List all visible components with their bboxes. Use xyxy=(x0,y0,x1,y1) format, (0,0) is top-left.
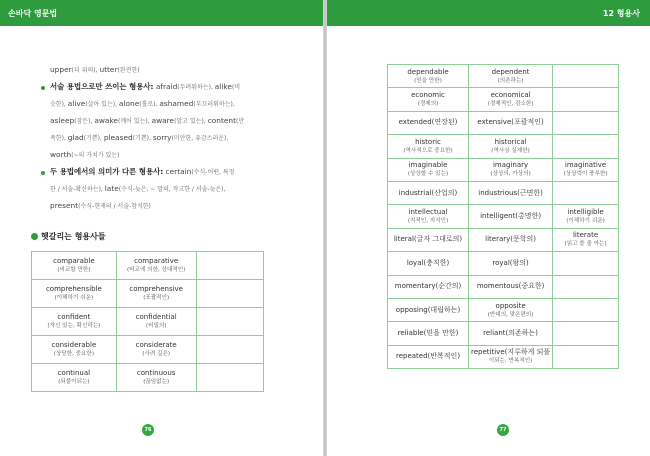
table-cell xyxy=(469,205,553,228)
adjective-word: comparative xyxy=(134,257,179,265)
adjective-word: momentous(중요한) xyxy=(476,282,545,291)
adjective-word: confidential xyxy=(135,313,177,321)
adjective-word: reliant(의존하는) xyxy=(483,328,539,337)
word: upper xyxy=(50,65,72,74)
table-row xyxy=(388,345,619,368)
table-row xyxy=(388,205,619,228)
running-header-left: 손바닥 영문법 xyxy=(0,0,323,26)
text-line xyxy=(50,150,120,161)
table-row xyxy=(388,65,619,88)
word: glad xyxy=(67,133,84,142)
adjective-meaning: (이해하기 쉬운) xyxy=(54,295,94,301)
confusing-adjectives-table-left xyxy=(31,251,264,392)
table-cell xyxy=(32,308,117,336)
word: late xyxy=(104,184,119,193)
adjective-meaning: (상상의, 가상의) xyxy=(490,171,531,178)
text-line xyxy=(50,116,244,127)
adjective-word: intelligible xyxy=(567,208,604,217)
adjective-word: economical xyxy=(490,91,531,100)
table-cell xyxy=(469,345,553,368)
adjective-meaning: (끊임없는) xyxy=(143,379,170,385)
word: awake xyxy=(94,116,118,125)
word: content xyxy=(207,116,236,125)
meaning: (살아 있는), xyxy=(85,101,119,108)
table-cell xyxy=(469,298,553,321)
meaning: (알고 있는), xyxy=(174,118,208,125)
section-dot-icon xyxy=(31,233,38,240)
adjective-meaning: (자신 있는, 확신하는) xyxy=(47,323,101,329)
text-line xyxy=(50,133,228,144)
table-cell xyxy=(553,252,619,275)
table-cell xyxy=(388,158,469,181)
table-cell xyxy=(553,88,619,111)
adjective-word: economic xyxy=(411,91,445,100)
table-cell xyxy=(388,252,469,275)
adjective-word: comparable xyxy=(53,257,95,265)
adjective-meaning: (비밀의) xyxy=(145,323,167,329)
adjective-word: historical xyxy=(494,137,527,146)
page-number-left: 76 xyxy=(142,424,154,436)
table-cell xyxy=(469,111,553,134)
adjective-word: imaginative xyxy=(564,161,607,170)
adjective-meaning: (상당한, 중요한) xyxy=(53,351,95,357)
table-cell xyxy=(553,158,619,181)
word: worth xyxy=(50,150,72,159)
adjective-meaning: (상상할 수 있는) xyxy=(407,171,449,178)
table-cell xyxy=(388,322,469,345)
table-cell xyxy=(196,252,263,280)
table-row xyxy=(388,298,619,321)
meaning: (수식-늦은, ~ 말의, 작고한 / 서술-늦은), xyxy=(118,186,226,193)
adjective-meaning: (반대의, 맞은편의) xyxy=(487,311,534,318)
word: asleep xyxy=(50,116,75,125)
word: pleased xyxy=(103,133,133,142)
meaning: (더 위의), xyxy=(71,67,100,74)
meaning: (홀로), xyxy=(139,101,160,108)
adjective-meaning: (비교할 만한) xyxy=(57,267,91,273)
adjective-meaning: (포괄적인) xyxy=(143,295,170,301)
bullet-icon xyxy=(41,171,45,175)
table-cell xyxy=(388,275,469,298)
adjective-word: considerate xyxy=(135,341,177,349)
adjective-word: considerable xyxy=(51,341,97,349)
adjective-meaning: (비교에 의한, 상대적인) xyxy=(127,267,186,273)
table-row xyxy=(388,275,619,298)
table-row xyxy=(388,252,619,275)
table-row xyxy=(388,135,619,158)
table-cell xyxy=(388,88,469,111)
table-cell xyxy=(388,135,469,158)
table-cell xyxy=(116,308,196,336)
table-cell xyxy=(553,228,619,251)
word: present xyxy=(50,201,79,210)
meaning: 한 / 서술-확신하는), xyxy=(50,186,105,193)
adjective-meaning: (상상력이 풍부한) xyxy=(563,171,608,178)
table-cell xyxy=(553,135,619,158)
adjective-meaning: (경제적인, 검소한) xyxy=(487,101,534,108)
table-cell xyxy=(469,322,553,345)
table-row xyxy=(32,308,264,336)
word: certain xyxy=(163,167,192,176)
meaning: (부끄러워하는), xyxy=(193,101,235,108)
table-cell xyxy=(553,275,619,298)
adjective-word: literate xyxy=(572,231,599,240)
adjective-word: intellectual xyxy=(408,208,448,217)
table-cell xyxy=(32,336,117,364)
adjective-meaning: (사려 깊은) xyxy=(142,351,171,357)
table-cell xyxy=(553,205,619,228)
table-cell xyxy=(388,228,469,251)
adjective-word: intelligent(총명한) xyxy=(480,212,542,221)
table-row xyxy=(32,280,264,308)
section-title-text: 헷갈리는 형용사들 xyxy=(41,232,106,241)
table-cell xyxy=(553,181,619,204)
table-cell xyxy=(388,111,469,134)
page-gutter xyxy=(323,0,327,456)
meaning: 족한), xyxy=(50,135,68,142)
meaning: (두려워하는), xyxy=(177,84,215,91)
adjective-word: dependent xyxy=(491,67,530,76)
table-row xyxy=(388,322,619,345)
adjective-word: repetitive(지루하게 되풀 xyxy=(471,348,551,357)
adjective-word: extended(연장된) xyxy=(398,118,458,127)
text-line xyxy=(50,167,234,178)
text-line xyxy=(50,184,225,195)
table-cell xyxy=(469,181,553,204)
adjective-word: historic xyxy=(415,137,441,146)
adjective-word: literary(문학의) xyxy=(485,235,537,244)
adjective-meaning: (역사상 실재한) xyxy=(491,147,530,154)
text-line xyxy=(50,99,235,110)
table-row xyxy=(388,158,619,181)
word: alive xyxy=(67,99,86,108)
adjective-word: continual xyxy=(57,369,91,377)
meaning: (잠든), xyxy=(74,118,95,125)
adjective-word: momentary(순간의) xyxy=(394,282,462,291)
table-cell xyxy=(196,280,263,308)
meaning: (비 xyxy=(231,84,241,91)
confusing-adjectives-table-right xyxy=(387,64,619,369)
meaning: (~의 가치가 있는) xyxy=(71,152,120,159)
adjective-meaning: (경제의) xyxy=(417,101,439,108)
bullet-heading: 서술 용법으로만 쓰이는 형용사: xyxy=(50,82,154,91)
table-row xyxy=(32,336,264,364)
adjective-word: extensive(포괄적인) xyxy=(477,118,544,127)
adjective-meaning: (되풀이되는) xyxy=(58,379,90,385)
table-row xyxy=(32,252,264,280)
table-cell xyxy=(116,280,196,308)
table-cell xyxy=(553,345,619,368)
meaning: (기쁜), xyxy=(83,135,104,142)
adjective-meaning: (읽고 쓸 줄 아는) xyxy=(564,241,607,248)
adjective-meaning: (역사적으로 중요한) xyxy=(403,147,453,154)
table-cell xyxy=(196,364,263,392)
table-cell xyxy=(196,308,263,336)
section-title xyxy=(31,231,106,242)
adjective-word: opposing(대립하는) xyxy=(395,305,461,314)
word: ashamed xyxy=(159,99,194,108)
adjective-word: industrial(산업의) xyxy=(398,188,458,197)
adjective-word: repeated(반복적인) xyxy=(395,352,461,361)
table-cell xyxy=(469,275,553,298)
table-row xyxy=(32,364,264,392)
table-cell xyxy=(388,181,469,204)
table-row xyxy=(388,181,619,204)
adjective-word: imaginary xyxy=(492,161,529,170)
meaning: (만 xyxy=(236,118,245,125)
table-cell xyxy=(553,111,619,134)
table-cell xyxy=(116,252,196,280)
table-cell xyxy=(469,88,553,111)
adjective-meaning: 이되는, 반복적인) xyxy=(488,358,533,365)
meaning: (미안한, 유감스러운), xyxy=(171,135,229,142)
adjective-word: comprehensible xyxy=(45,285,102,293)
table-cell xyxy=(196,336,263,364)
bullet-heading: 두 용법에서의 의미가 다른 형용사: xyxy=(50,167,164,176)
table-row xyxy=(388,88,619,111)
table-cell xyxy=(553,65,619,88)
table-row xyxy=(388,228,619,251)
word: aware xyxy=(151,116,175,125)
meaning: (완전한) xyxy=(117,67,140,74)
adjective-word: reliable(믿을 만한) xyxy=(397,328,459,337)
table-cell xyxy=(553,298,619,321)
adjective-meaning: (의존하는) xyxy=(497,77,524,84)
page-number-right: 77 xyxy=(497,424,509,436)
table-cell xyxy=(32,280,117,308)
word: alone xyxy=(118,99,140,108)
table-cell xyxy=(32,252,117,280)
adjective-word: comprehensive xyxy=(129,285,183,293)
table-cell xyxy=(469,158,553,181)
table-cell xyxy=(553,322,619,345)
table-cell xyxy=(32,364,117,392)
adjective-word: industrious(근면한) xyxy=(478,188,543,197)
adjective-word: opposite xyxy=(495,301,526,310)
meaning: (깨어 있는), xyxy=(117,118,152,125)
meaning: (수식-현재의 / 서술-참석한) xyxy=(78,203,151,210)
running-header-right: 12 형용사 xyxy=(327,0,650,26)
table-cell xyxy=(116,364,196,392)
adjective-word: royal(왕의) xyxy=(492,258,529,267)
word: alike xyxy=(214,82,232,91)
table-cell xyxy=(469,135,553,158)
adjective-meaning: (지적인, 지식인) xyxy=(407,218,449,225)
adjective-meaning: (믿을 만한) xyxy=(414,77,442,84)
table-cell xyxy=(388,345,469,368)
text-line xyxy=(50,65,140,76)
adjective-meaning: (이해하기 쉬운) xyxy=(566,218,605,225)
table-cell xyxy=(469,252,553,275)
table-row xyxy=(388,111,619,134)
meaning: 슷한), xyxy=(50,101,68,108)
adjective-word: confident xyxy=(57,313,91,321)
adjective-word: continuous xyxy=(136,369,176,377)
table-cell xyxy=(116,336,196,364)
table-cell xyxy=(469,228,553,251)
table-cell xyxy=(469,65,553,88)
meaning: (기쁜), xyxy=(132,135,153,142)
meaning: (수식-어떤, 특정 xyxy=(191,169,235,176)
table-cell xyxy=(388,298,469,321)
table-cell xyxy=(388,205,469,228)
text-line xyxy=(50,82,240,93)
word: utter xyxy=(99,65,118,74)
adjective-word: imaginable xyxy=(408,161,448,170)
adjective-word: loyal(충직한) xyxy=(406,258,450,267)
bullet-icon xyxy=(41,86,45,90)
text-line xyxy=(50,201,151,212)
table-cell xyxy=(388,65,469,88)
word: afraid xyxy=(153,82,178,91)
adjective-word: literal(글자 그대로의) xyxy=(393,235,463,244)
adjective-word: dependable xyxy=(407,67,449,76)
word: sorry xyxy=(152,133,172,142)
